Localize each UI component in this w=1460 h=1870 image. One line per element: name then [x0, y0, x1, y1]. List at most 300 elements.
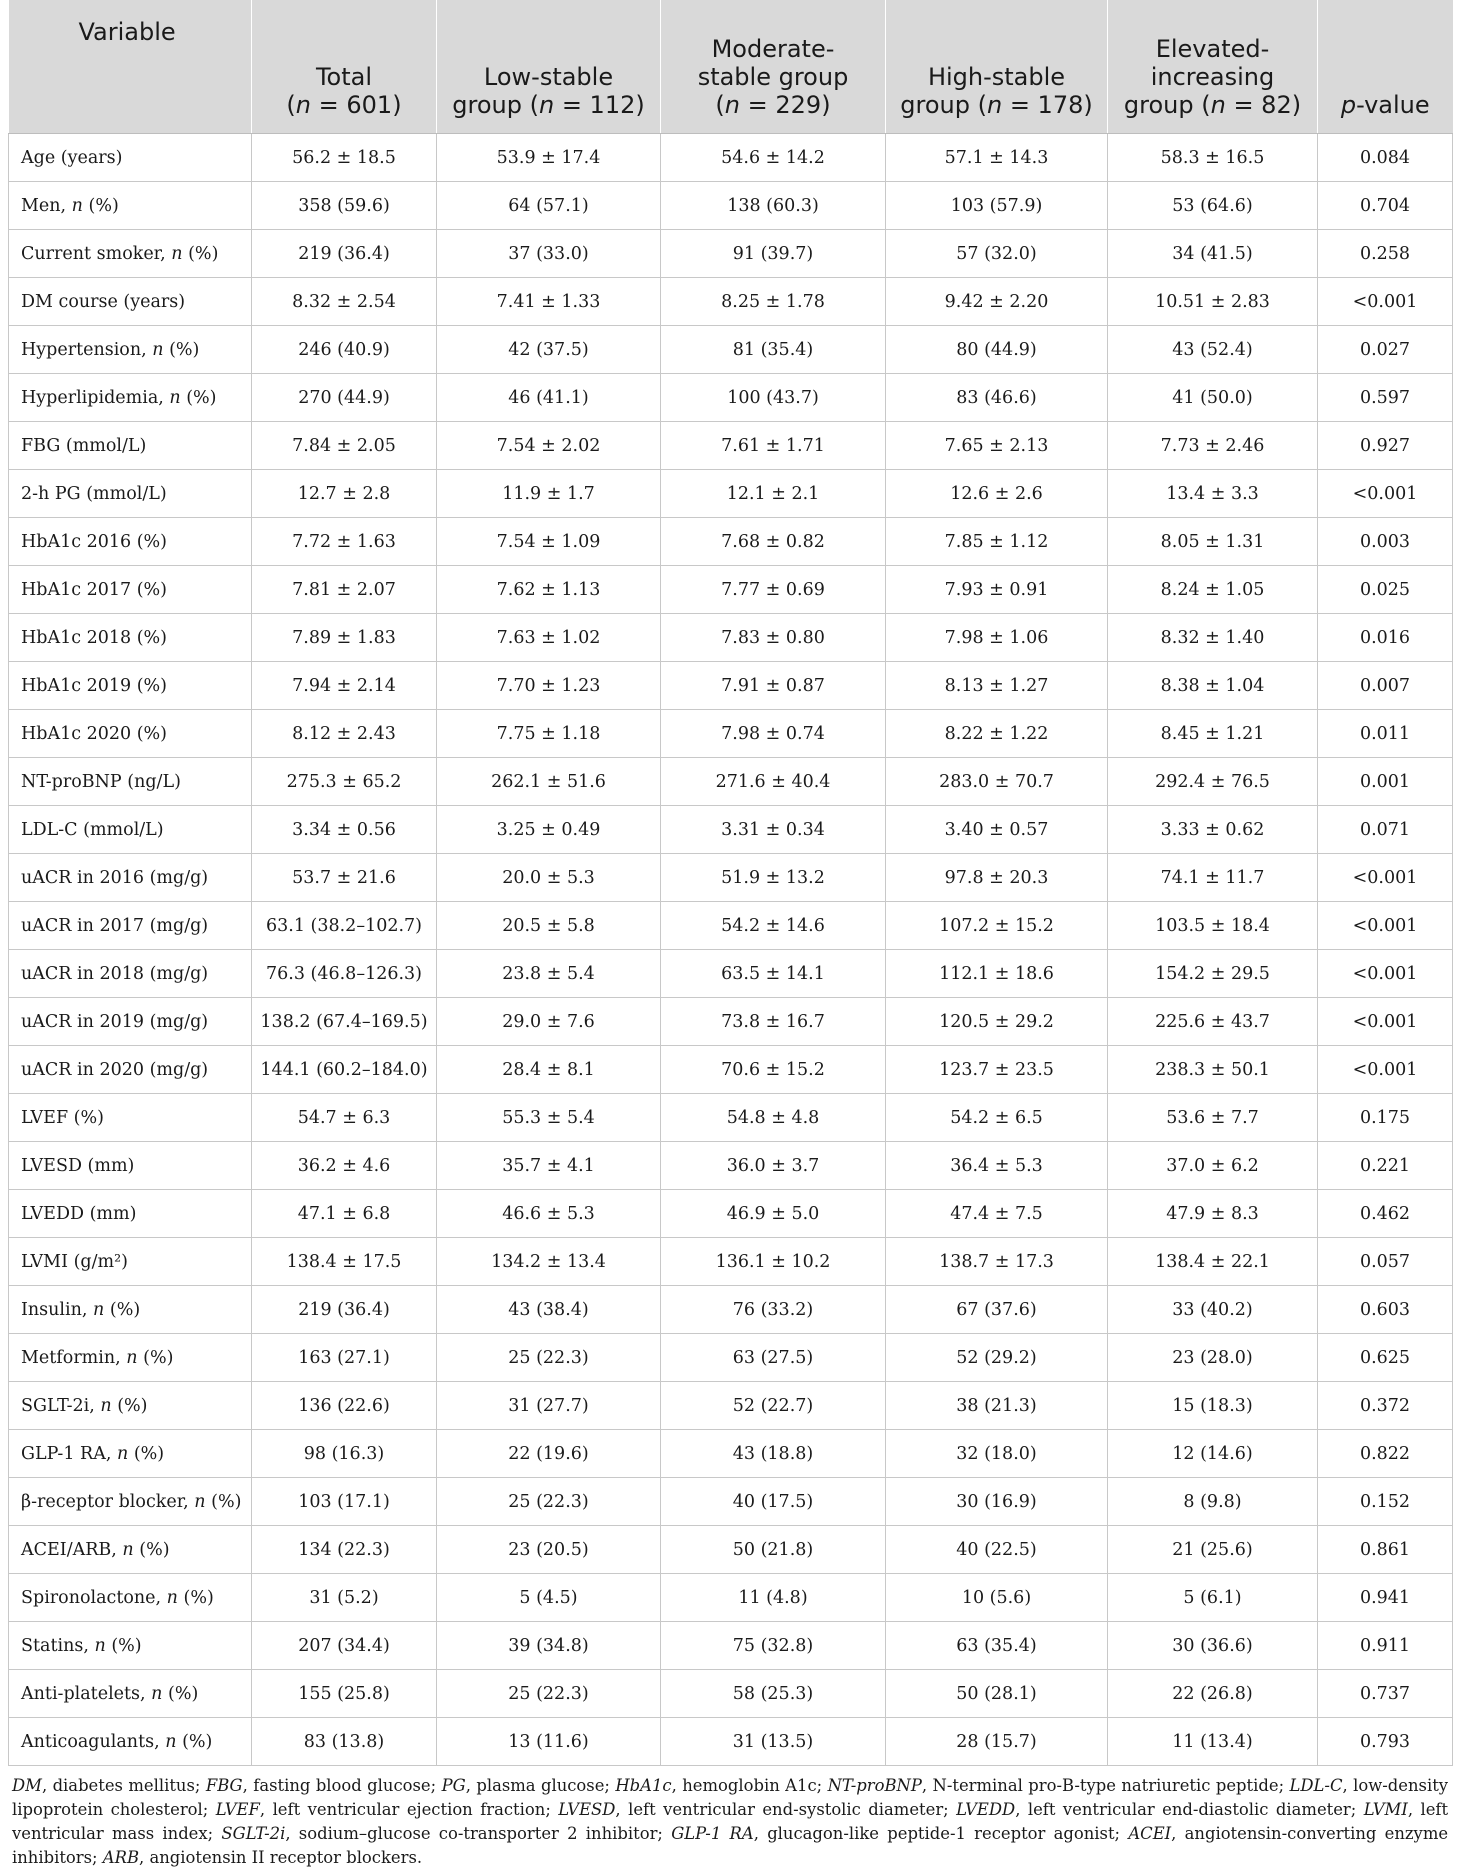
cell-p-value: 0.911 [1318, 1622, 1453, 1670]
cell-low-stable: 13 (11.6) [437, 1718, 661, 1766]
cell-variable: NT-proBNP (ng/L) [9, 758, 252, 806]
cell-moderate-stable: 7.91 ± 0.87 [661, 662, 886, 710]
cell-total: 134 (22.3) [252, 1526, 437, 1574]
cell-elevated-increasing: 225.6 ± 43.7 [1108, 998, 1318, 1046]
table-row [9, 1094, 1453, 1142]
cell-total: 136 (22.6) [252, 1382, 437, 1430]
cell-low-stable: 25 (22.3) [437, 1670, 661, 1718]
cell-moderate-stable: 3.31 ± 0.34 [661, 806, 886, 854]
cell-p-value: 0.003 [1318, 518, 1453, 566]
cell-moderate-stable: 271.6 ± 40.4 [661, 758, 886, 806]
cell-variable: uACR in 2016 (mg/g) [9, 854, 252, 902]
cell-low-stable: 7.62 ± 1.13 [437, 566, 661, 614]
cell-variable: GLP-1 RA, n (%) [9, 1430, 252, 1478]
cell-elevated-increasing: 292.4 ± 76.5 [1108, 758, 1318, 806]
cell-high-stable: 38 (21.3) [886, 1382, 1108, 1430]
cell-low-stable: 39 (34.8) [437, 1622, 661, 1670]
baseline-characteristics-table [8, 0, 1453, 1766]
footnote-definition: left ventricular ejection fraction [272, 1800, 546, 1819]
cell-p-value: <0.001 [1318, 470, 1453, 518]
cell-total: 54.7 ± 6.3 [252, 1094, 437, 1142]
cell-total: 36.2 ± 4.6 [252, 1142, 437, 1190]
cell-variable: uACR in 2018 (mg/g) [9, 950, 252, 998]
footnote-definition: sodium–glucose co-transporter 2 inhibitor [298, 1824, 658, 1843]
cell-low-stable: 53.9 ± 17.4 [437, 134, 661, 182]
cell-p-value: 0.057 [1318, 1238, 1453, 1286]
cell-total: 270 (44.9) [252, 374, 437, 422]
cell-variable: HbA1c 2016 (%) [9, 518, 252, 566]
cell-high-stable: 30 (16.9) [886, 1478, 1108, 1526]
cell-total: 56.2 ± 18.5 [252, 134, 437, 182]
cell-variable: uACR in 2017 (mg/g) [9, 902, 252, 950]
cell-high-stable: 57.1 ± 14.3 [886, 134, 1108, 182]
cell-p-value: 0.007 [1318, 662, 1453, 710]
cell-total: 246 (40.9) [252, 326, 437, 374]
cell-elevated-increasing: 21 (25.6) [1108, 1526, 1318, 1574]
cell-elevated-increasing: 43 (52.4) [1108, 326, 1318, 374]
cell-elevated-increasing: 3.33 ± 0.62 [1108, 806, 1318, 854]
cell-p-value: 0.927 [1318, 422, 1453, 470]
table-row [9, 230, 1453, 278]
cell-high-stable: 28 (15.7) [886, 1718, 1108, 1766]
cell-total: 103 (17.1) [252, 1478, 437, 1526]
cell-moderate-stable: 54.6 ± 14.2 [661, 134, 886, 182]
cell-p-value: 0.793 [1318, 1718, 1453, 1766]
cell-moderate-stable: 11 (4.8) [661, 1574, 886, 1622]
cell-p-value: <0.001 [1318, 902, 1453, 950]
cell-total: 7.72 ± 1.63 [252, 518, 437, 566]
cell-elevated-increasing: 53 (64.6) [1108, 182, 1318, 230]
footnote-abbr: LVMI [1363, 1800, 1408, 1819]
cell-moderate-stable: 138 (60.3) [661, 182, 886, 230]
cell-moderate-stable: 63 (27.5) [661, 1334, 886, 1382]
cell-moderate-stable: 50 (21.8) [661, 1526, 886, 1574]
footnote-abbr: PG [441, 1776, 466, 1795]
footnote-abbr: LDL-C [1289, 1776, 1343, 1795]
cell-total: 155 (25.8) [252, 1670, 437, 1718]
cell-moderate-stable: 12.1 ± 2.1 [661, 470, 886, 518]
cell-low-stable: 5 (4.5) [437, 1574, 661, 1622]
cell-high-stable: 50 (28.1) [886, 1670, 1108, 1718]
table-row [9, 614, 1453, 662]
footnote-definition: glucagon-like peptide-1 receptor agonist [767, 1824, 1115, 1843]
table-row [9, 1238, 1453, 1286]
table-row [9, 1142, 1453, 1190]
footnote-definition: left ventricular end-systolic diameter [628, 1800, 944, 1819]
footnote-definition: plasma glucose [476, 1776, 605, 1795]
cell-high-stable: 7.93 ± 0.91 [886, 566, 1108, 614]
cell-elevated-increasing: 37.0 ± 6.2 [1108, 1142, 1318, 1190]
cell-moderate-stable: 7.98 ± 0.74 [661, 710, 886, 758]
header-total: Total (n = 601) [252, 0, 437, 134]
cell-high-stable: 123.7 ± 23.5 [886, 1046, 1108, 1094]
cell-p-value: 0.011 [1318, 710, 1453, 758]
cell-total: 76.3 (46.8–126.3) [252, 950, 437, 998]
cell-variable: β-receptor blocker, n (%) [9, 1478, 252, 1526]
cell-variable: Statins, n (%) [9, 1622, 252, 1670]
cell-high-stable: 80 (44.9) [886, 326, 1108, 374]
table-row [9, 854, 1453, 902]
cell-p-value: 0.152 [1318, 1478, 1453, 1526]
table-row [9, 1190, 1453, 1238]
cell-elevated-increasing: 5 (6.1) [1108, 1574, 1318, 1622]
footnote-abbr: NT-proBNP [827, 1776, 922, 1795]
cell-high-stable: 32 (18.0) [886, 1430, 1108, 1478]
table-row [9, 1718, 1453, 1766]
cell-variable: FBG (mmol/L) [9, 422, 252, 470]
cell-p-value: <0.001 [1318, 950, 1453, 998]
cell-low-stable: 25 (22.3) [437, 1478, 661, 1526]
cell-low-stable: 46.6 ± 5.3 [437, 1190, 661, 1238]
cell-total: 47.1 ± 6.8 [252, 1190, 437, 1238]
cell-p-value: 0.027 [1318, 326, 1453, 374]
cell-elevated-increasing: 53.6 ± 7.7 [1108, 1094, 1318, 1142]
cell-high-stable: 57 (32.0) [886, 230, 1108, 278]
cell-low-stable: 20.5 ± 5.8 [437, 902, 661, 950]
cell-elevated-increasing: 34 (41.5) [1108, 230, 1318, 278]
cell-elevated-increasing: 8.38 ± 1.04 [1108, 662, 1318, 710]
cell-variable: Current smoker, n (%) [9, 230, 252, 278]
cell-high-stable: 120.5 ± 29.2 [886, 998, 1108, 1046]
cell-p-value: 0.597 [1318, 374, 1453, 422]
cell-variable: ACEI/ARB, n (%) [9, 1526, 252, 1574]
footnote-abbr: ACEI [1128, 1824, 1172, 1843]
cell-variable: SGLT-2i, n (%) [9, 1382, 252, 1430]
cell-moderate-stable: 7.83 ± 0.80 [661, 614, 886, 662]
cell-high-stable: 97.8 ± 20.3 [886, 854, 1108, 902]
cell-low-stable: 35.7 ± 4.1 [437, 1142, 661, 1190]
cell-moderate-stable: 7.77 ± 0.69 [661, 566, 886, 614]
cell-total: 3.34 ± 0.56 [252, 806, 437, 854]
table-row [9, 1526, 1453, 1574]
table-row [9, 1286, 1453, 1334]
cell-elevated-increasing: 154.2 ± 29.5 [1108, 950, 1318, 998]
cell-total: 31 (5.2) [252, 1574, 437, 1622]
header-variable: Variable [9, 0, 252, 134]
cell-variable: LVEDD (mm) [9, 1190, 252, 1238]
cell-low-stable: 23.8 ± 5.4 [437, 950, 661, 998]
cell-total: 8.32 ± 2.54 [252, 278, 437, 326]
cell-moderate-stable: 31 (13.5) [661, 1718, 886, 1766]
cell-variable: LVESD (mm) [9, 1142, 252, 1190]
cell-moderate-stable: 8.25 ± 1.78 [661, 278, 886, 326]
table-row [9, 998, 1453, 1046]
cell-low-stable: 3.25 ± 0.49 [437, 806, 661, 854]
cell-p-value: 0.001 [1318, 758, 1453, 806]
cell-low-stable: 46 (41.1) [437, 374, 661, 422]
cell-low-stable: 7.54 ± 2.02 [437, 422, 661, 470]
cell-low-stable: 25 (22.3) [437, 1334, 661, 1382]
cell-low-stable: 7.41 ± 1.33 [437, 278, 661, 326]
cell-p-value: 0.258 [1318, 230, 1453, 278]
cell-elevated-increasing: 12 (14.6) [1108, 1430, 1318, 1478]
cell-elevated-increasing: 13.4 ± 3.3 [1108, 470, 1318, 518]
cell-low-stable: 28.4 ± 8.1 [437, 1046, 661, 1094]
cell-low-stable: 37 (33.0) [437, 230, 661, 278]
cell-moderate-stable: 52 (22.7) [661, 1382, 886, 1430]
table-row [9, 1478, 1453, 1526]
cell-total: 219 (36.4) [252, 230, 437, 278]
cell-variable: LVEF (%) [9, 1094, 252, 1142]
footnote-abbr: LVEF [215, 1800, 260, 1819]
cell-low-stable: 23 (20.5) [437, 1526, 661, 1574]
footnote-definition: angiotensin-converting enzyme inhibitors [12, 1824, 1449, 1867]
cell-variable: Anti-platelets, n (%) [9, 1670, 252, 1718]
cell-elevated-increasing: 74.1 ± 11.7 [1108, 854, 1318, 902]
cell-moderate-stable: 70.6 ± 15.2 [661, 1046, 886, 1094]
cell-low-stable: 134.2 ± 13.4 [437, 1238, 661, 1286]
table-row [9, 1670, 1453, 1718]
table-row [9, 326, 1453, 374]
cell-low-stable: 31 (27.7) [437, 1382, 661, 1430]
cell-high-stable: 283.0 ± 70.7 [886, 758, 1108, 806]
table-container [8, 0, 1452, 1870]
cell-total: 53.7 ± 21.6 [252, 854, 437, 902]
footnote-definition: N-terminal pro-B-type natriuretic peptide [932, 1776, 1279, 1795]
footnote-abbr: GLP-1 RA [671, 1824, 754, 1843]
cell-variable: Anticoagulants, n (%) [9, 1718, 252, 1766]
cell-variable: uACR in 2019 (mg/g) [9, 998, 252, 1046]
cell-high-stable: 67 (37.6) [886, 1286, 1108, 1334]
cell-total: 219 (36.4) [252, 1286, 437, 1334]
table-row [9, 902, 1453, 950]
cell-elevated-increasing: 47.9 ± 8.3 [1108, 1190, 1318, 1238]
cell-total: 138.2 (67.4–169.5) [252, 998, 437, 1046]
cell-low-stable: 20.0 ± 5.3 [437, 854, 661, 902]
cell-p-value: <0.001 [1318, 854, 1453, 902]
cell-high-stable: 83 (46.6) [886, 374, 1108, 422]
table-row [9, 950, 1453, 998]
footnote-definition: left ventricular mass index [12, 1800, 1449, 1843]
cell-p-value: 0.372 [1318, 1382, 1453, 1430]
table-row [9, 518, 1453, 566]
cell-variable: Metformin, n (%) [9, 1334, 252, 1382]
cell-elevated-increasing: 8 (9.8) [1108, 1478, 1318, 1526]
cell-total: 138.4 ± 17.5 [252, 1238, 437, 1286]
header-high-stable: High-stable group (n = 178) [886, 0, 1108, 134]
cell-high-stable: 138.7 ± 17.3 [886, 1238, 1108, 1286]
footnote-definition: diabetes mellitus [52, 1776, 195, 1795]
cell-high-stable: 8.13 ± 1.27 [886, 662, 1108, 710]
cell-variable: Hypertension, n (%) [9, 326, 252, 374]
footnote-abbr: FBG [205, 1776, 243, 1795]
cell-moderate-stable: 73.8 ± 16.7 [661, 998, 886, 1046]
cell-total: 207 (34.4) [252, 1622, 437, 1670]
cell-p-value: <0.001 [1318, 1046, 1453, 1094]
cell-high-stable: 10 (5.6) [886, 1574, 1108, 1622]
table-row [9, 1334, 1453, 1382]
cell-moderate-stable: 51.9 ± 13.2 [661, 854, 886, 902]
cell-moderate-stable: 75 (32.8) [661, 1622, 886, 1670]
table-row [9, 1046, 1453, 1094]
cell-total: 144.1 (60.2–184.0) [252, 1046, 437, 1094]
table-row [9, 182, 1453, 230]
table-row [9, 134, 1453, 182]
cell-p-value: 0.625 [1318, 1334, 1453, 1382]
header-moderate-stable: Moderate- stable group (n = 229) [661, 0, 886, 134]
cell-total: 358 (59.6) [252, 182, 437, 230]
cell-p-value: 0.603 [1318, 1286, 1453, 1334]
cell-elevated-increasing: 138.4 ± 22.1 [1108, 1238, 1318, 1286]
cell-p-value: 0.016 [1318, 614, 1453, 662]
cell-total: 63.1 (38.2–102.7) [252, 902, 437, 950]
footnote-definition: angiotensin II receptor blockers [149, 1848, 417, 1867]
cell-moderate-stable: 136.1 ± 10.2 [661, 1238, 886, 1286]
table-row [9, 278, 1453, 326]
cell-elevated-increasing: 8.32 ± 1.40 [1108, 614, 1318, 662]
cell-high-stable: 52 (29.2) [886, 1334, 1108, 1382]
cell-variable: LDL-C (mmol/L) [9, 806, 252, 854]
header-elevated-increasing: Elevated- increasing group (n = 82) [1108, 0, 1318, 134]
cell-p-value: 0.071 [1318, 806, 1453, 854]
cell-total: 7.89 ± 1.83 [252, 614, 437, 662]
cell-total: 83 (13.8) [252, 1718, 437, 1766]
footnote-abbr: LVEDD [956, 1800, 1016, 1819]
cell-elevated-increasing: 33 (40.2) [1108, 1286, 1318, 1334]
footnote-abbr: LVESD [558, 1800, 616, 1819]
cell-high-stable: 103 (57.9) [886, 182, 1108, 230]
cell-variable: Men, n (%) [9, 182, 252, 230]
cell-high-stable: 3.40 ± 0.57 [886, 806, 1108, 854]
cell-high-stable: 63 (35.4) [886, 1622, 1108, 1670]
cell-variable: Insulin, n (%) [9, 1286, 252, 1334]
cell-elevated-increasing: 238.3 ± 50.1 [1108, 1046, 1318, 1094]
cell-total: 98 (16.3) [252, 1430, 437, 1478]
cell-elevated-increasing: 103.5 ± 18.4 [1108, 902, 1318, 950]
cell-high-stable: 40 (22.5) [886, 1526, 1108, 1574]
cell-p-value: 0.737 [1318, 1670, 1453, 1718]
cell-moderate-stable: 63.5 ± 14.1 [661, 950, 886, 998]
table-footnote: DM, diabetes mellitus; FBG, fasting blood glucose; PG, plasma glucose; HbA1c, hemoglobin A1c; NT-proBNP, N-terminal pro-B-type natriuretic peptide; LDL-C, low-density lipoprotein cholesterol; LVEF, left ventricular ejection fraction; LVESD, left ventricular end-systolic diameter; LVEDD, left ventricular end-diastolic diameter; LVMI, left ventricular mass index; SGLT-2i, sodium–glucose co-transporter 2 inhibitor; GLP-1 RA, glucagon-like peptide-1 receptor agonist; ACEI, angiotensin-converting enzyme inhibitors; ARB, angiotensin II receptor blockers. [12, 1776, 1449, 1867]
footnote-abbr: HbA1c [615, 1776, 672, 1795]
cell-high-stable: 112.1 ± 18.6 [886, 950, 1108, 998]
cell-elevated-increasing: 58.3 ± 16.5 [1108, 134, 1318, 182]
cell-low-stable: 55.3 ± 5.4 [437, 1094, 661, 1142]
cell-elevated-increasing: 8.05 ± 1.31 [1108, 518, 1318, 566]
footnote-definition: left ventricular end-diastolic diameter [1027, 1800, 1351, 1819]
cell-elevated-increasing: 11 (13.4) [1108, 1718, 1318, 1766]
cell-high-stable: 7.85 ± 1.12 [886, 518, 1108, 566]
cell-p-value: 0.941 [1318, 1574, 1453, 1622]
header-p-value: p-value [1318, 0, 1453, 134]
cell-elevated-increasing: 22 (26.8) [1108, 1670, 1318, 1718]
cell-p-value: 0.704 [1318, 182, 1453, 230]
table-header [9, 0, 1453, 134]
cell-p-value: <0.001 [1318, 998, 1453, 1046]
footnote-definition: hemoglobin A1c [682, 1776, 817, 1795]
cell-low-stable: 7.54 ± 1.09 [437, 518, 661, 566]
cell-variable: HbA1c 2019 (%) [9, 662, 252, 710]
cell-low-stable: 29.0 ± 7.6 [437, 998, 661, 1046]
cell-high-stable: 9.42 ± 2.20 [886, 278, 1108, 326]
cell-moderate-stable: 54.2 ± 14.6 [661, 902, 886, 950]
table-row [9, 1382, 1453, 1430]
cell-elevated-increasing: 23 (28.0) [1108, 1334, 1318, 1382]
cell-variable: Spironolactone, n (%) [9, 1574, 252, 1622]
cell-moderate-stable: 40 (17.5) [661, 1478, 886, 1526]
cell-moderate-stable: 76 (33.2) [661, 1286, 886, 1334]
cell-low-stable: 7.75 ± 1.18 [437, 710, 661, 758]
cell-variable: DM course (years) [9, 278, 252, 326]
table-row [9, 1430, 1453, 1478]
cell-high-stable: 107.2 ± 15.2 [886, 902, 1108, 950]
cell-variable: uACR in 2020 (mg/g) [9, 1046, 252, 1094]
table-row [9, 566, 1453, 614]
cell-moderate-stable: 81 (35.4) [661, 326, 886, 374]
cell-low-stable: 22 (19.6) [437, 1430, 661, 1478]
cell-high-stable: 54.2 ± 6.5 [886, 1094, 1108, 1142]
table-row [9, 1622, 1453, 1670]
cell-elevated-increasing: 8.24 ± 1.05 [1108, 566, 1318, 614]
cell-low-stable: 43 (38.4) [437, 1286, 661, 1334]
footnote-definition: fasting blood glucose [253, 1776, 431, 1795]
cell-elevated-increasing: 41 (50.0) [1108, 374, 1318, 422]
cell-variable: HbA1c 2020 (%) [9, 710, 252, 758]
cell-elevated-increasing: 10.51 ± 2.83 [1108, 278, 1318, 326]
cell-high-stable: 7.65 ± 2.13 [886, 422, 1108, 470]
cell-moderate-stable: 91 (39.7) [661, 230, 886, 278]
cell-variable: Age (years) [9, 134, 252, 182]
table-body [9, 134, 1453, 1766]
cell-p-value: 0.025 [1318, 566, 1453, 614]
cell-p-value: 0.822 [1318, 1430, 1453, 1478]
cell-total: 7.94 ± 2.14 [252, 662, 437, 710]
cell-elevated-increasing: 8.45 ± 1.21 [1108, 710, 1318, 758]
cell-variable: HbA1c 2018 (%) [9, 614, 252, 662]
cell-high-stable: 47.4 ± 7.5 [886, 1190, 1108, 1238]
cell-total: 275.3 ± 65.2 [252, 758, 437, 806]
cell-low-stable: 7.70 ± 1.23 [437, 662, 661, 710]
cell-moderate-stable: 46.9 ± 5.0 [661, 1190, 886, 1238]
cell-low-stable: 11.9 ± 1.7 [437, 470, 661, 518]
footnote-abbr: ARB [102, 1848, 140, 1867]
cell-high-stable: 7.98 ± 1.06 [886, 614, 1108, 662]
cell-low-stable: 262.1 ± 51.6 [437, 758, 661, 806]
cell-p-value: 0.462 [1318, 1190, 1453, 1238]
table-row [9, 422, 1453, 470]
cell-low-stable: 64 (57.1) [437, 182, 661, 230]
cell-moderate-stable: 43 (18.8) [661, 1430, 886, 1478]
cell-elevated-increasing: 15 (18.3) [1108, 1382, 1318, 1430]
cell-high-stable: 12.6 ± 2.6 [886, 470, 1108, 518]
cell-variable: Hyperlipidemia, n (%) [9, 374, 252, 422]
cell-moderate-stable: 100 (43.7) [661, 374, 886, 422]
header-low-stable: Low-stable group (n = 112) [437, 0, 661, 134]
cell-total: 7.84 ± 2.05 [252, 422, 437, 470]
cell-elevated-increasing: 7.73 ± 2.46 [1108, 422, 1318, 470]
footnote-abbr: DM [12, 1776, 42, 1795]
cell-high-stable: 8.22 ± 1.22 [886, 710, 1108, 758]
cell-p-value: 0.861 [1318, 1526, 1453, 1574]
cell-p-value: 0.084 [1318, 134, 1453, 182]
footnote-definition: low-density lipoprotein cholesterol [12, 1776, 1449, 1819]
cell-low-stable: 7.63 ± 1.02 [437, 614, 661, 662]
cell-total: 8.12 ± 2.43 [252, 710, 437, 758]
cell-moderate-stable: 54.8 ± 4.8 [661, 1094, 886, 1142]
cell-p-value: <0.001 [1318, 278, 1453, 326]
cell-total: 163 (27.1) [252, 1334, 437, 1382]
cell-p-value: 0.221 [1318, 1142, 1453, 1190]
cell-moderate-stable: 36.0 ± 3.7 [661, 1142, 886, 1190]
table-row [9, 662, 1453, 710]
cell-variable: HbA1c 2017 (%) [9, 566, 252, 614]
table-row [9, 374, 1453, 422]
table-row [9, 470, 1453, 518]
cell-elevated-increasing: 30 (36.6) [1108, 1622, 1318, 1670]
cell-moderate-stable: 58 (25.3) [661, 1670, 886, 1718]
table-row [9, 1574, 1453, 1622]
cell-variable: 2-h PG (mmol/L) [9, 470, 252, 518]
